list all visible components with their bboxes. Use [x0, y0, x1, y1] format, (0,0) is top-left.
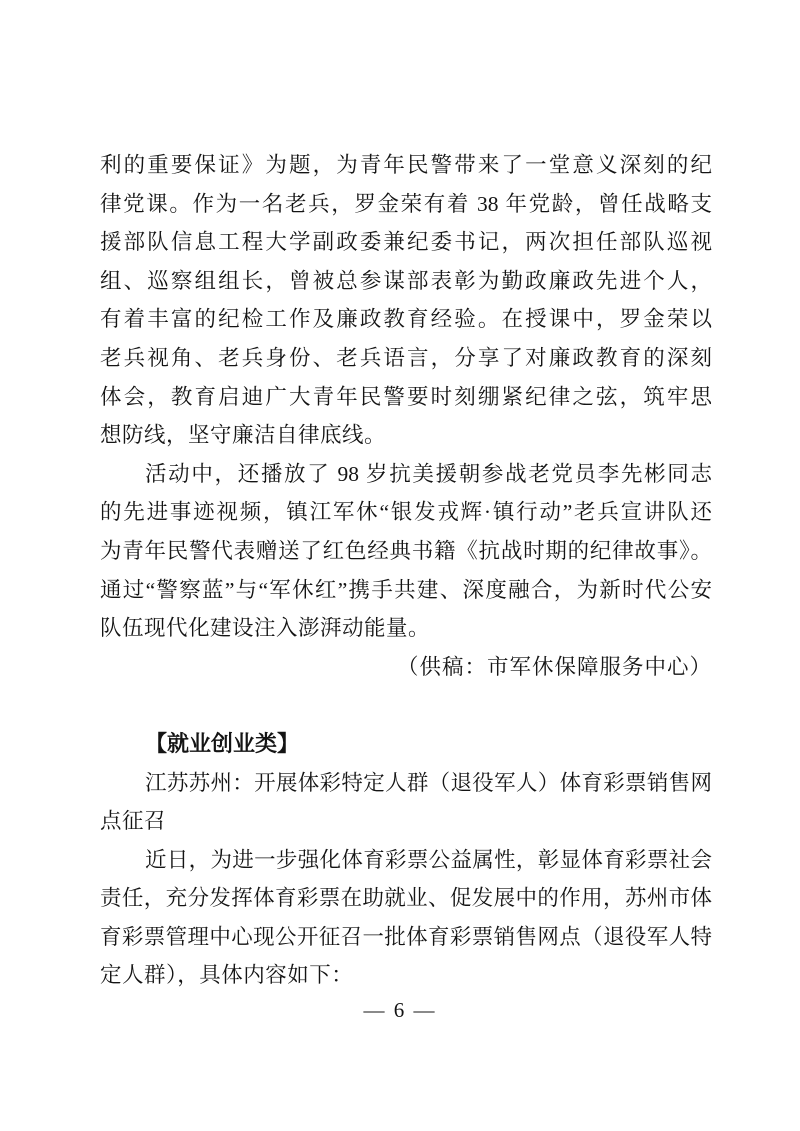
text-line: 定人群），具体内容如下： — [100, 963, 354, 988]
text-line: 律党课。作为一名老兵，罗金荣有着 38 年党龄，曾任战略支 — [100, 191, 712, 216]
document-content — [100, 146, 712, 995]
text-line: 援部队信息工程大学副政委兼纪委书记，两次担任部队巡视 — [100, 230, 712, 255]
text-line: 组、巡察组组长，曾被总参谋部表彰为勤政廉政先进个人， — [100, 268, 712, 293]
text-line: 有着丰富的纪检工作及廉政教育经验。在授课中，罗金荣以 — [100, 307, 712, 332]
text-line: 队伍现代化建设注入澎湃动能量。 — [100, 616, 431, 641]
text-line: （供稿：市军休保障服务中心） — [396, 654, 712, 679]
text-line: 育彩票管理中心现公开征召一批体育彩票销售网点（退役军人特 — [100, 924, 712, 949]
paragraph-discipline-lecture — [100, 146, 712, 455]
paragraph-activity — [100, 455, 712, 648]
text-line: 利的重要保证》为题，为青年民警带来了一堂意义深刻的纪 — [100, 153, 712, 177]
spacer-line — [100, 686, 712, 725]
paragraph-suzhou-title — [100, 764, 712, 841]
text-line: 通过“警察蓝”与“军休红”携手共建、深度融合，为新时代公安 — [100, 577, 712, 602]
text-line: 想防线，坚守廉洁自律底线。 — [100, 423, 387, 448]
text-line: 【就业创业类】 — [145, 730, 300, 756]
text-line: 为青年民警代表赠送了红色经典书籍《抗战时期的纪律故事》。 — [100, 538, 712, 563]
text-line: 责任，充分发挥体育彩票在助就业、促发展中的作用，苏州市体 — [100, 886, 712, 911]
text-line: 活动中，还播放了 98 岁抗美援朝参战老党员李先彬同志 — [145, 461, 712, 486]
text-line: 江苏苏州：开展体彩特定人群（退役军人）体育彩票销售网 — [145, 770, 712, 795]
paragraph-suzhou-body — [100, 841, 712, 995]
text-line: 老兵视角、老兵身份、老兵语言，分享了对廉政教育的深刻 — [100, 345, 712, 370]
text-line: 近日，为进一步强化体育彩票公益属性，彰显体育彩票社会 — [145, 847, 712, 872]
text-line: 点征召 — [100, 809, 167, 834]
page-number: — 6 — — [363, 998, 437, 1022]
text-line: 的先进事迹视频，镇江军休“银发戎辉·镇行动”老兵宣讲队还 — [100, 500, 712, 525]
attribution-line — [100, 648, 712, 687]
text-line: 体会，教育启迪广大青年民警要时刻绷紧纪律之弦，筑牢思 — [100, 384, 712, 409]
section-heading-employment — [100, 725, 712, 764]
